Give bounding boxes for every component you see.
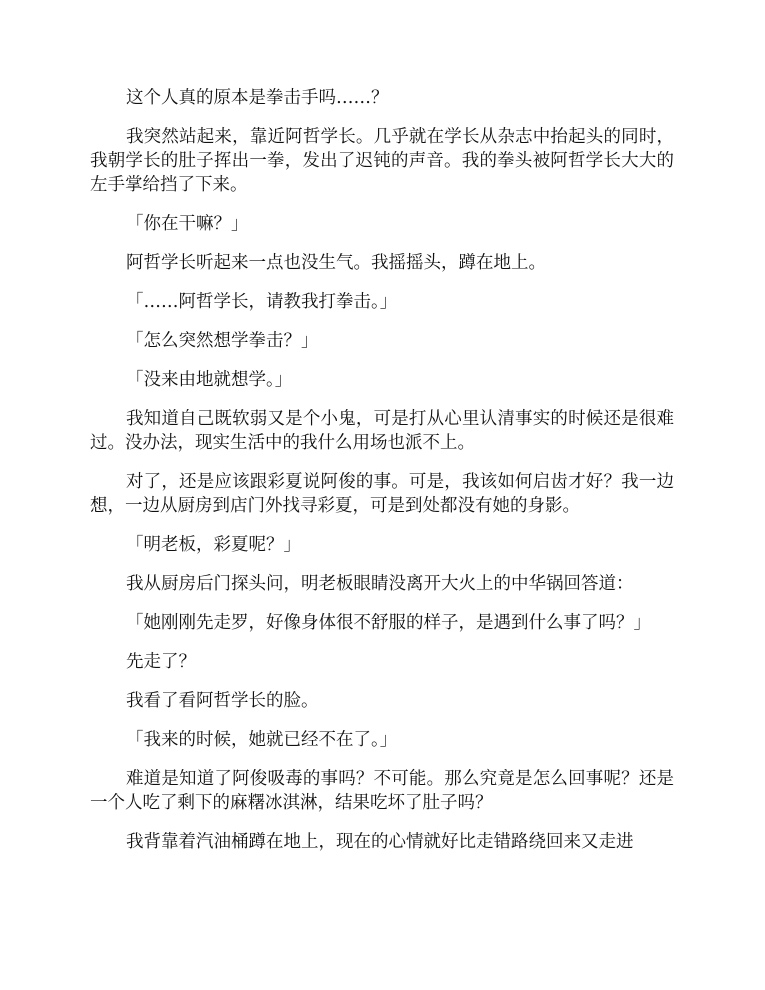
paragraph: 这个人真的原本是拳击手吗……？: [126, 88, 389, 108]
paragraph: 我看了看阿哲学长的脸。: [126, 691, 319, 711]
paragraph: 我从厨房后门探头问，明老板眼睛没离开大火上的中华锅回答道：: [126, 574, 634, 594]
paragraph: 我背靠着汽油桶蹲在地上，现在的心情就好比走错路绕回来又走进: [126, 832, 634, 852]
paragraph: 「怎么突然想学拳击？」: [126, 331, 319, 351]
paragraph: 「她刚刚先走罗，好像身体很不舒服的样子，是遇到什么事了吗？」: [126, 613, 651, 633]
paragraph: 难道是知道了阿俊吸毒的事吗？不可能。那么究竟是怎么回事呢？还是一个人吃了剩下的麻糬冰淇淋，结果吃坏了肚子吗？: [90, 769, 674, 813]
paragraph: 「明老板，彩夏呢？」: [126, 535, 301, 555]
paragraph: 先走了？: [126, 652, 196, 672]
paragraph: 对了，还是应该跟彩夏说阿俊的事。可是，我该如何启齿才好？我一边想，一边从厨房到店门外找寻彩夏，可是到处都没有她的身影。: [90, 472, 674, 516]
paragraph: 我知道自己既软弱又是个小鬼，可是打从心里认清事实的时候还是很难过。没办法，现实生活中的我什么用场也派不上。: [90, 409, 674, 453]
paragraph: 「我来的时候，她就已经不在了。」: [126, 730, 398, 750]
body-text: [90, 86, 674, 854]
paragraph: 阿哲学长听起来一点也没生气。我摇摇头，蹲在地上。: [126, 253, 546, 273]
paragraph: 「没来由地就想学。」: [126, 370, 293, 390]
paragraph: 「你在干嘛？」: [126, 214, 249, 234]
paragraph: 我突然站起来，靠近阿哲学长。几乎就在学长从杂志中抬起头的同时，我朝学长的肚子挥出一拳，发出了迟钝的声音。我的拳头被阿哲学长大大的左手掌给挡了下来。: [90, 127, 674, 195]
paragraph: 「……阿哲学长，请教我打拳击。」: [126, 292, 398, 312]
